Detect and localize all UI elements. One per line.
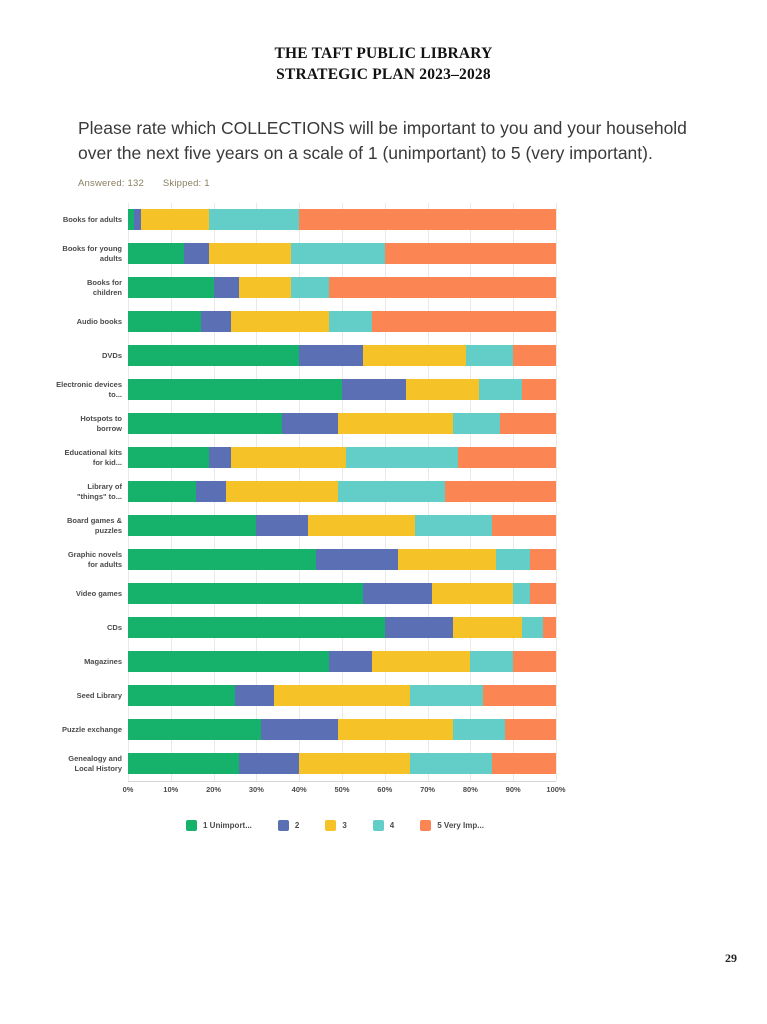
bar-segment bbox=[496, 549, 530, 570]
axis-tick-label: 10% bbox=[163, 784, 179, 794]
bar-segment bbox=[338, 719, 454, 740]
category-label: DVDs bbox=[101, 350, 122, 360]
legend-item[interactable] bbox=[325, 820, 346, 831]
bar-segment bbox=[316, 549, 397, 570]
bar-segment bbox=[470, 651, 513, 672]
bar-segment bbox=[543, 617, 556, 638]
bar-segment bbox=[410, 685, 483, 706]
category-label: Puzzle exchange bbox=[61, 724, 122, 734]
axis-tick-label: 0% bbox=[122, 784, 134, 794]
category-label: Library of "things" to... bbox=[76, 482, 122, 501]
legend-item[interactable] bbox=[420, 820, 484, 831]
bar-segment bbox=[209, 243, 290, 264]
bar-segment bbox=[363, 583, 431, 604]
bar-segment bbox=[492, 753, 556, 774]
bar-segment bbox=[239, 277, 290, 298]
chart-row bbox=[80, 407, 556, 441]
bar-segment bbox=[513, 583, 530, 604]
stacked-bar bbox=[128, 209, 556, 230]
chart-row bbox=[86, 271, 556, 305]
legend-swatch bbox=[325, 820, 336, 831]
axis-tick-label: 40% bbox=[291, 784, 307, 794]
bar-segment bbox=[299, 209, 556, 230]
chart-legend bbox=[186, 820, 586, 837]
bar-segment bbox=[128, 651, 329, 672]
bar-segment bbox=[453, 719, 504, 740]
bar-segment bbox=[256, 515, 307, 536]
bar-segment bbox=[453, 413, 500, 434]
category-label: Audio books bbox=[76, 316, 122, 326]
category-label: Books for children bbox=[86, 278, 122, 297]
bar-segment bbox=[346, 447, 457, 468]
bar-segment bbox=[513, 345, 556, 366]
stacked-bar bbox=[128, 617, 556, 638]
bar-segment bbox=[410, 753, 491, 774]
chart-row bbox=[101, 339, 556, 373]
stacked-bar bbox=[128, 651, 556, 672]
bar-segment bbox=[128, 243, 184, 264]
bar-segment bbox=[128, 583, 363, 604]
axis-tick-label: 70% bbox=[420, 784, 436, 794]
bar-segment bbox=[329, 277, 556, 298]
axis-tick-label: 60% bbox=[377, 784, 393, 794]
category-label: Board games & puzzles bbox=[66, 516, 122, 535]
axis-tick-label: 100% bbox=[546, 784, 566, 794]
category-label: Hotspots to borrow bbox=[80, 414, 122, 433]
legend-label: 5 Very Imp... bbox=[437, 820, 484, 830]
bar-segment bbox=[128, 447, 209, 468]
legend-swatch bbox=[420, 820, 431, 831]
bar-segment bbox=[445, 481, 556, 502]
legend-swatch bbox=[373, 820, 384, 831]
axis-tick-label: 20% bbox=[206, 784, 222, 794]
bar-segment bbox=[329, 651, 372, 672]
bar-segment bbox=[406, 379, 479, 400]
bar-segment bbox=[239, 753, 299, 774]
legend-item[interactable] bbox=[186, 820, 252, 831]
bar-segment bbox=[128, 515, 256, 536]
legend-label: 3 bbox=[342, 820, 347, 830]
chart-row bbox=[67, 543, 556, 577]
chart-row bbox=[84, 645, 556, 679]
bar-segment bbox=[299, 753, 410, 774]
bar-segment bbox=[184, 243, 210, 264]
stacked-bar bbox=[128, 311, 556, 332]
x-axis bbox=[122, 781, 566, 798]
bar-segment bbox=[479, 379, 522, 400]
stacked-bar bbox=[128, 719, 556, 740]
chart-row bbox=[76, 475, 556, 509]
bar-segment bbox=[128, 413, 282, 434]
bar-segment bbox=[492, 515, 556, 536]
bar-segment bbox=[458, 447, 556, 468]
bar-segment bbox=[432, 583, 513, 604]
stacked-bar bbox=[128, 277, 556, 298]
chart-row bbox=[61, 713, 556, 747]
category-label: Seed Library bbox=[76, 690, 122, 700]
bar-segment bbox=[128, 685, 235, 706]
stacked-bar bbox=[128, 515, 556, 536]
bar-segment bbox=[500, 413, 556, 434]
category-label: Books for adults bbox=[62, 214, 122, 224]
chart-rows bbox=[56, 203, 556, 781]
bar-segment bbox=[128, 753, 239, 774]
chart-row bbox=[62, 203, 556, 237]
bar-segment bbox=[141, 209, 209, 230]
bar-segment bbox=[530, 549, 556, 570]
legend-item[interactable] bbox=[373, 820, 394, 831]
skipped-count: Skipped: 1 bbox=[162, 177, 210, 189]
stacked-bar bbox=[128, 549, 556, 570]
page-number: 29 bbox=[725, 951, 737, 965]
title-line-2: STRATEGIC PLAN 2023–2028 bbox=[276, 65, 491, 83]
bar-segment bbox=[372, 311, 556, 332]
axis-tick-label: 80% bbox=[462, 784, 478, 794]
bar-segment bbox=[342, 379, 406, 400]
bar-segment bbox=[291, 243, 385, 264]
bar-segment bbox=[338, 413, 454, 434]
axis-tick-label: 90% bbox=[505, 784, 521, 794]
bar-segment bbox=[522, 379, 556, 400]
bar-segment bbox=[201, 311, 231, 332]
stacked-bar bbox=[128, 243, 556, 264]
legend-swatch bbox=[186, 820, 197, 831]
stacked-bar bbox=[128, 753, 556, 774]
bar-segment bbox=[128, 345, 299, 366]
category-label: Books for young adults bbox=[62, 244, 122, 263]
category-label: Educational kits for kid... bbox=[64, 448, 122, 467]
bar-segment bbox=[261, 719, 338, 740]
chart-row bbox=[66, 509, 556, 543]
bar-segment bbox=[128, 719, 261, 740]
bar-segment bbox=[214, 277, 240, 298]
question-text: Please rate which COLLECTIONS will be important to you and your household over the next five years on a scale of 1 (unimportant) to 5 (very important). bbox=[78, 117, 687, 163]
bar-segment bbox=[196, 481, 226, 502]
bar-segment bbox=[299, 345, 363, 366]
bar-segment bbox=[209, 209, 299, 230]
bar-segment bbox=[385, 617, 453, 638]
bar-segment bbox=[235, 685, 274, 706]
bar-segment bbox=[415, 515, 492, 536]
chart-row bbox=[56, 373, 556, 407]
stacked-bar bbox=[128, 685, 556, 706]
chart-row bbox=[64, 441, 556, 475]
bar-segment bbox=[308, 515, 415, 536]
chart-row bbox=[106, 611, 556, 645]
bar-segment bbox=[372, 651, 470, 672]
bar-segment bbox=[226, 481, 337, 502]
bar-segment bbox=[128, 481, 196, 502]
bar-segment bbox=[453, 617, 521, 638]
bar-segment bbox=[128, 379, 342, 400]
bar-segment bbox=[274, 685, 411, 706]
bar-segment bbox=[291, 277, 330, 298]
category-label: Video games bbox=[75, 588, 122, 598]
chart-plot-area bbox=[56, 203, 556, 781]
bar-segment bbox=[363, 345, 466, 366]
legend-item[interactable] bbox=[278, 820, 299, 831]
bar-segment bbox=[231, 447, 347, 468]
stacked-bar bbox=[128, 583, 556, 604]
bar-segment bbox=[385, 243, 556, 264]
answered-count: Answered: 132 bbox=[78, 177, 144, 189]
chart-row bbox=[68, 747, 556, 781]
stacked-bar bbox=[128, 447, 556, 468]
category-label: Electronic devices to... bbox=[56, 380, 122, 399]
legend-label: 4 bbox=[389, 820, 395, 830]
legend-swatch bbox=[278, 820, 289, 831]
response-counts bbox=[78, 178, 767, 189]
bar-segment bbox=[522, 617, 543, 638]
stacked-bar bbox=[128, 481, 556, 502]
bar-segment bbox=[329, 311, 372, 332]
bar-segment bbox=[483, 685, 556, 706]
stacked-bar-chart bbox=[0, 203, 767, 837]
bar-segment bbox=[530, 583, 556, 604]
title-line-1: THE TAFT PUBLIC LIBRARY bbox=[274, 45, 493, 62]
bar-segment bbox=[466, 345, 513, 366]
bar-segment bbox=[128, 617, 385, 638]
legend-label: 1 Unimport... bbox=[203, 820, 252, 830]
bar-segment bbox=[282, 413, 338, 434]
bar-segment bbox=[128, 311, 201, 332]
chart-row bbox=[75, 577, 556, 611]
category-label: Genealogy and Local History bbox=[68, 754, 122, 773]
bar-segment bbox=[231, 311, 329, 332]
bar-segment bbox=[513, 651, 556, 672]
legend-label: 2 bbox=[294, 820, 300, 830]
bar-segment bbox=[209, 447, 230, 468]
axis-tick-label: 50% bbox=[334, 784, 350, 794]
bar-segment bbox=[128, 277, 214, 298]
stacked-bar bbox=[128, 345, 556, 366]
bar-segment bbox=[398, 549, 496, 570]
bar-segment bbox=[128, 549, 316, 570]
category-label: Magazines bbox=[84, 656, 122, 666]
category-label: Graphic novels for adults bbox=[67, 550, 122, 569]
gridline bbox=[556, 203, 557, 781]
stacked-bar bbox=[128, 413, 556, 434]
page-title bbox=[0, 0, 767, 86]
stacked-bar bbox=[128, 379, 556, 400]
chart-row bbox=[76, 305, 556, 339]
axis-tick-label: 30% bbox=[248, 784, 264, 794]
bar-segment bbox=[338, 481, 445, 502]
category-label: CDs bbox=[106, 622, 122, 632]
chart-row bbox=[76, 679, 556, 713]
bar-segment bbox=[505, 719, 556, 740]
chart-row bbox=[62, 237, 556, 271]
